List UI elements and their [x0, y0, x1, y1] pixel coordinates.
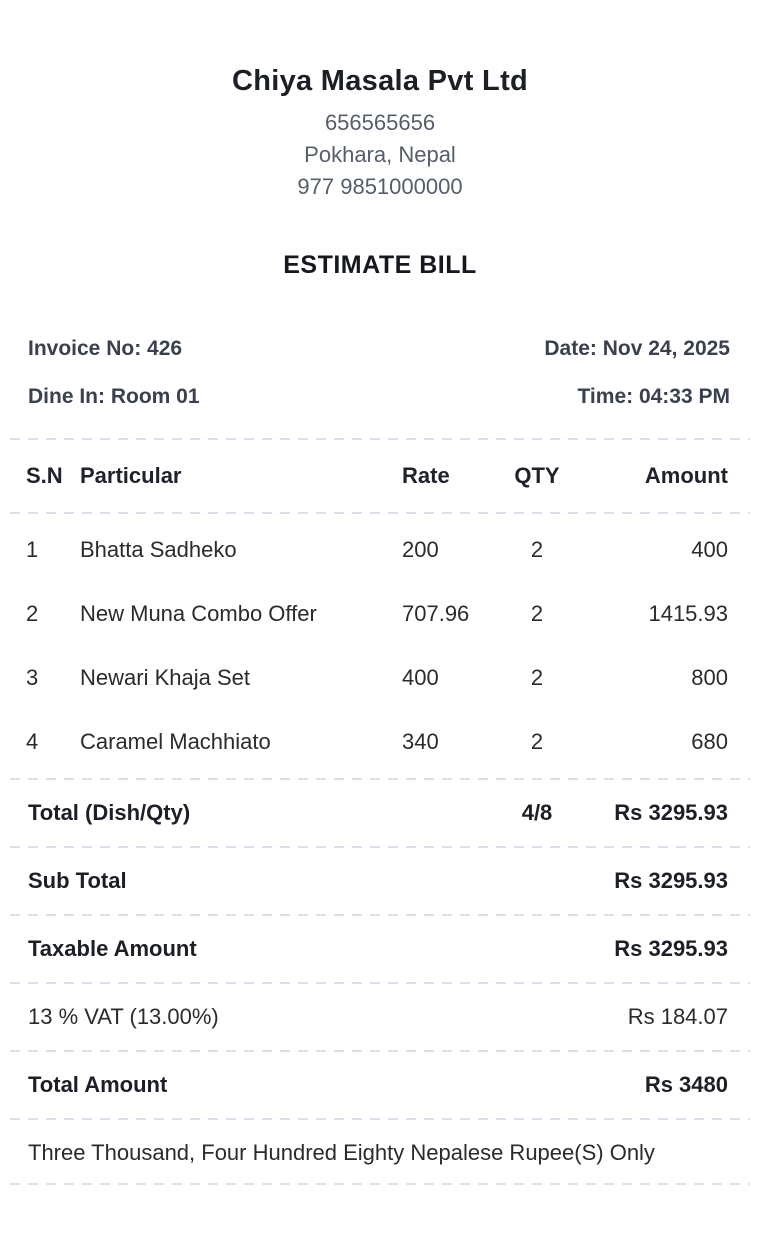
item-rate: 340	[402, 729, 439, 754]
item-amount: 1415.93	[648, 601, 728, 626]
item-rate: 200	[402, 537, 439, 562]
invoice-date: Date: Nov 24, 2025	[544, 337, 730, 360]
summary-label: Sub Total	[28, 868, 127, 893]
summary-dish-qty-value: 4/8	[521, 800, 553, 825]
summary-row-total-dish-qty	[0, 780, 760, 846]
item-particular: Bhatta Sadheko	[80, 537, 237, 562]
business-name: Chiya Masala Pvt Ltd	[231, 65, 529, 97]
invoice-meta	[0, 337, 760, 438]
invoice-number: Invoice No: 426	[28, 337, 183, 360]
dine-in-location: Dine In: Room 01	[28, 385, 200, 408]
invoice-time: Time: 04:33 PM	[577, 385, 730, 408]
column-header-sn: S.N	[26, 463, 63, 488]
item-sn: 1	[26, 537, 39, 562]
table-row	[0, 518, 760, 582]
item-qty: 2	[530, 537, 544, 562]
item-amount: 800	[691, 665, 728, 690]
column-header-rate: Rate	[402, 463, 450, 488]
business-contact-block	[0, 107, 760, 203]
item-sn: 3	[26, 665, 39, 690]
bill-type-title: ESTIMATE BILL	[283, 251, 477, 279]
divider	[10, 1183, 750, 1185]
summary-row-vat	[0, 984, 760, 1050]
summary-amount: Rs 184.07	[627, 1004, 728, 1029]
item-amount: 400	[691, 537, 728, 562]
receipt-header	[0, 0, 760, 203]
items-table-body	[0, 514, 760, 778]
items-table-header	[0, 440, 760, 512]
item-qty: 2	[530, 601, 544, 626]
table-row	[0, 582, 760, 646]
business-address: Pokhara, Nepal	[304, 142, 456, 167]
summary-row-total-amount	[0, 1052, 760, 1118]
amount-in-words: Three Thousand, Four Hundred Eighty Nepalese Rupee(S) Only	[28, 1140, 655, 1165]
item-sn: 4	[26, 729, 39, 754]
summary-amount: Rs 3295.93	[614, 800, 728, 825]
item-particular: Caramel Machhiato	[80, 729, 271, 754]
item-amount: 680	[691, 729, 728, 754]
item-rate: 707.96	[402, 601, 470, 626]
column-header-particular: Particular	[80, 463, 182, 488]
item-particular: New Muna Combo Offer	[80, 601, 317, 626]
summary-row-sub-total	[0, 848, 760, 914]
column-header-amount: Amount	[644, 463, 728, 488]
item-rate: 400	[402, 665, 439, 690]
item-qty: 2	[530, 729, 544, 754]
summary-label: Total Amount	[28, 1072, 168, 1097]
summary-row-taxable-amount	[0, 916, 760, 982]
item-qty: 2	[530, 665, 544, 690]
item-sn: 2	[26, 601, 39, 626]
summary-amount: Rs 3295.93	[614, 868, 728, 893]
summary-label: Taxable Amount	[28, 936, 197, 961]
invoice-meta-row-1	[28, 337, 730, 361]
business-phone: 656565656	[324, 110, 436, 135]
table-row	[0, 710, 760, 774]
table-row	[0, 646, 760, 710]
column-header-qty: QTY	[514, 463, 560, 488]
item-particular: Newari Khaja Set	[80, 665, 250, 690]
business-mobile: 977 9851000000	[297, 174, 463, 199]
summary-amount: Rs 3295.93	[614, 936, 728, 961]
invoice-meta-row-2	[28, 385, 730, 409]
summary-amount: Rs 3480	[644, 1072, 728, 1097]
summary-label: 13 % VAT (13.00%)	[28, 1004, 219, 1029]
summary-label: Total (Dish/Qty)	[28, 800, 191, 825]
